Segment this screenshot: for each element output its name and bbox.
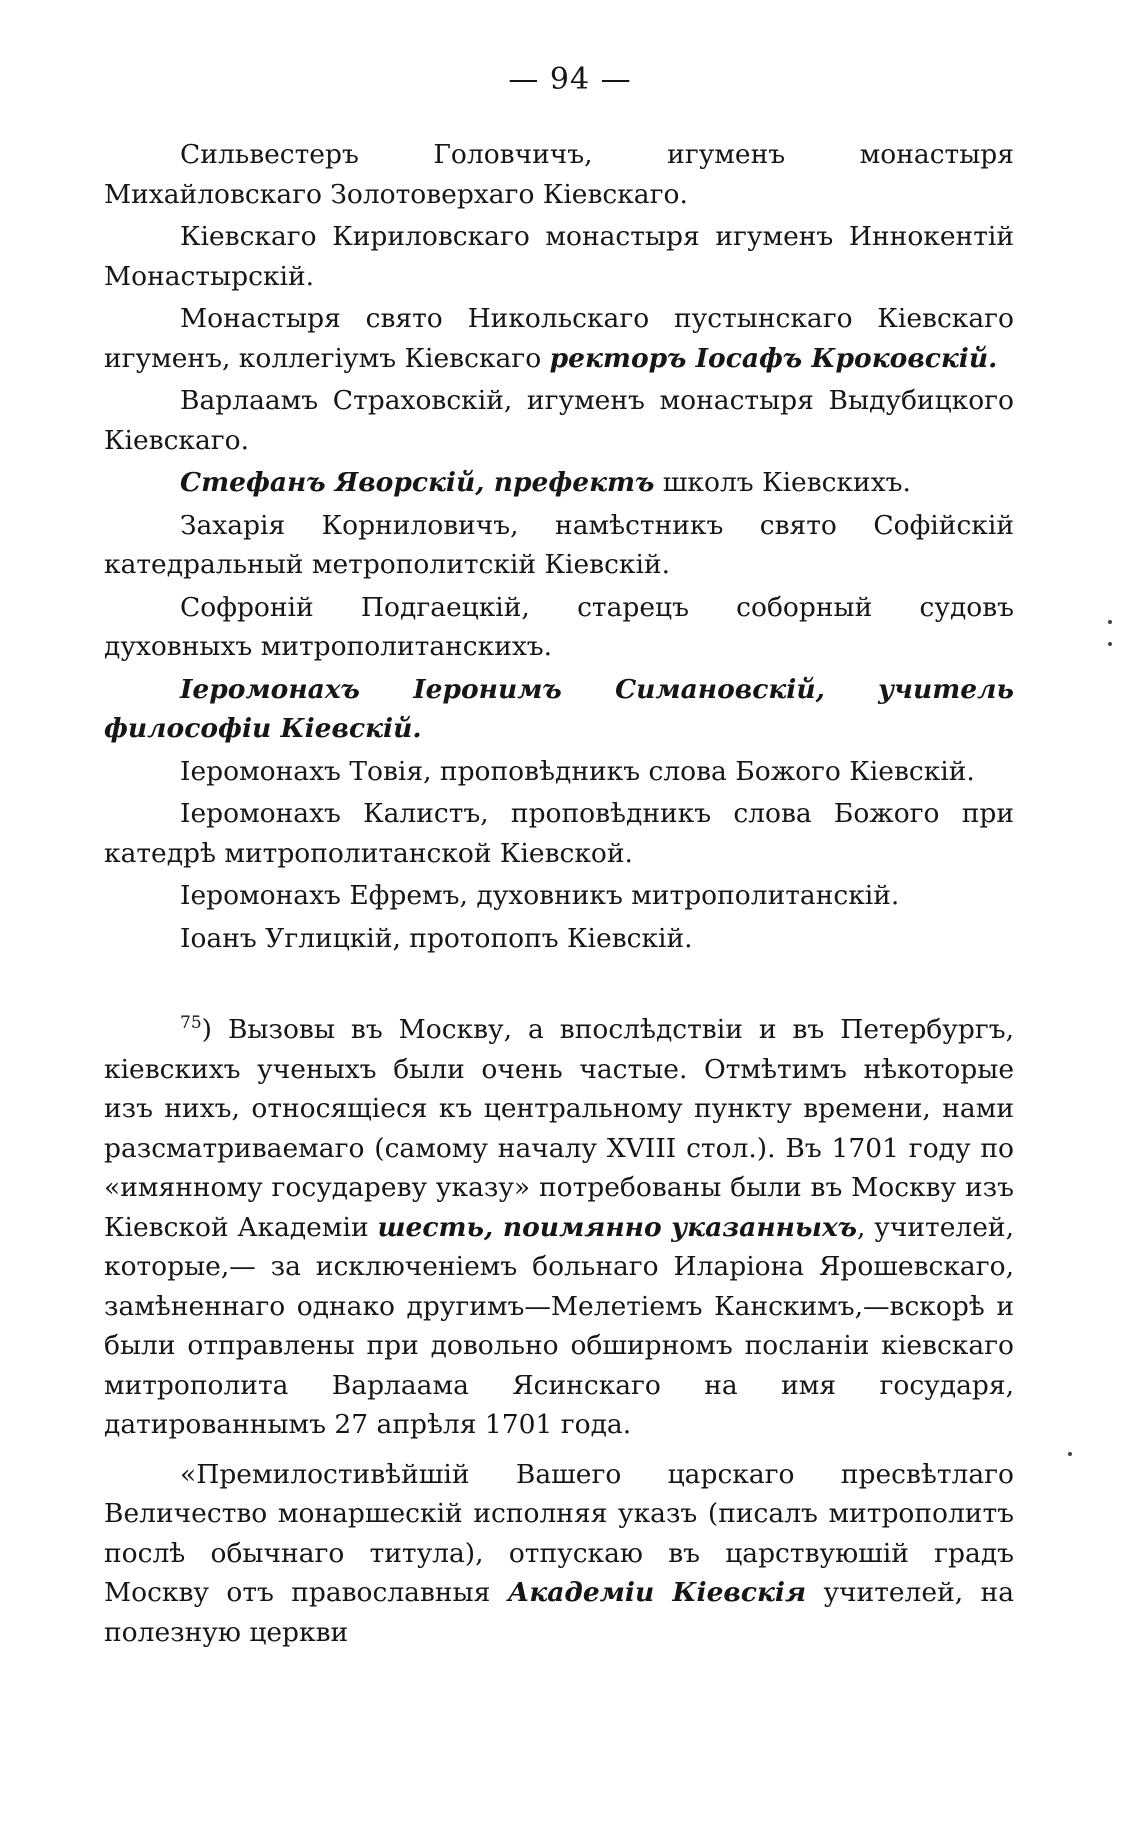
footnote-paragraph [104,1455,1014,1653]
scan-speck [1108,620,1112,624]
entry-text: Кіевскаго Кириловскаго монастыря игуменъ Иннокентій Монастырскій. [104,221,1014,292]
entry-text: Сильвестеръ Головчичъ, игуменъ монастыря Михайловскаго Золотоверхаго Кіевскаго. [104,139,1014,210]
entry-italic-text: ректоръ Іосафъ Кроковскій. [549,342,998,374]
entry-text: Іеромонахъ Калистъ, проповѣдникъ слова Божого при катедрѣ митрополитанской Кіевской. [104,798,1014,869]
entry-text: Іеромонахъ Товія, проповѣдникъ слова Божого Кіевскій. [180,755,975,787]
entry-text: Іеромонахъ Ефремъ, духовникъ митрополитанскій. [180,880,900,911]
entry-text: Захарія Корниловичъ, намѣстникъ свято Софійскій катедральный метрополитскій Кіевскій. [104,509,1014,580]
footnote-text: «Премилостивѣйшій Вашего царскаго пресвѣтлаго Величество монаршескій исполняя указъ (писалъ митрополитъ послѣ обычнаго титула), отпускаю въ царствуюшій градъ Москву отъ православныя [104,1458,1014,1608]
footnote-mark: 75 [180,1013,202,1034]
scan-speck [1108,642,1112,646]
footnote-italic-text: Академіи Кіевскія [507,1577,807,1608]
entry-text: школъ Кіевскихъ. [654,467,911,498]
list-entry [104,588,1014,667]
list-entry [104,670,1014,749]
list-entry [104,794,1014,873]
list-entry [104,752,1014,792]
scan-speck [1068,1452,1072,1456]
list-entry [104,381,1014,460]
list-entry [104,217,1014,296]
clergy-list [104,135,1014,961]
footnote-italic-text: шесть, поимянно указанныхъ [377,1211,858,1243]
list-entry [104,876,1014,916]
entry-text: Варлаамъ Страховскій, игуменъ монастыря Выдубицкого Кіевскаго. [104,385,1014,456]
footnote-text: , учителей, которые,— за исключеніемъ больнаго Иларіона Ярошевскаго, замѣненнаго однако другимъ—Мелетіемъ Канскимъ,—вскорѣ и были отправлены при довольно обширномъ посланіи кіевскаго митрополита Варлаама Ясинскаго на имя государя, датированнымъ 27 апрѣля 1701 года. [104,1211,1014,1440]
list-entry [104,506,1014,585]
list-entry [104,919,1014,959]
footnote-paragraph [104,1010,1014,1445]
page-number: — 94 — [508,62,632,97]
entry-text: Іоанъ Углицкій, протопопъ Кіевскій. [180,922,693,954]
list-entry [104,299,1014,378]
entry-italic-text: Іеромонахъ Іеронимъ Симановскій, учитель философіи Кіевскій. [104,673,1014,744]
footnote-text: учителей, на полезную церкви [104,1577,1014,1648]
entry-text: Софроній Подгаецкій, старецъ соборный судовъ духовныхъ митрополитанскихъ. [104,591,1014,662]
list-entry [104,135,1014,214]
footnote-section [104,1010,1014,1662]
footnote-text: ) Вызовы въ Москву, а впослѣдствіи и въ Петербургъ, кіевскихъ ученыхъ были очень частые. Отмѣтимъ нѣкоторые изъ нихъ, относящіеся къ центральному пункту времени, нами разсматриваемаго (самому началу XVIII стол.). Въ 1701 году по «имянному государеву указу» потребованы были въ Москву изъ Кіевской Академіи [104,1014,1014,1243]
entry-text: Монастыря свято Никольскаго пустынскаго Кіевскаго игуменъ, коллегіумъ Кіевскаго [104,303,1014,374]
list-entry [104,463,1014,503]
entry-italic-text: Стефанъ Яворскій, префектъ [180,467,655,498]
